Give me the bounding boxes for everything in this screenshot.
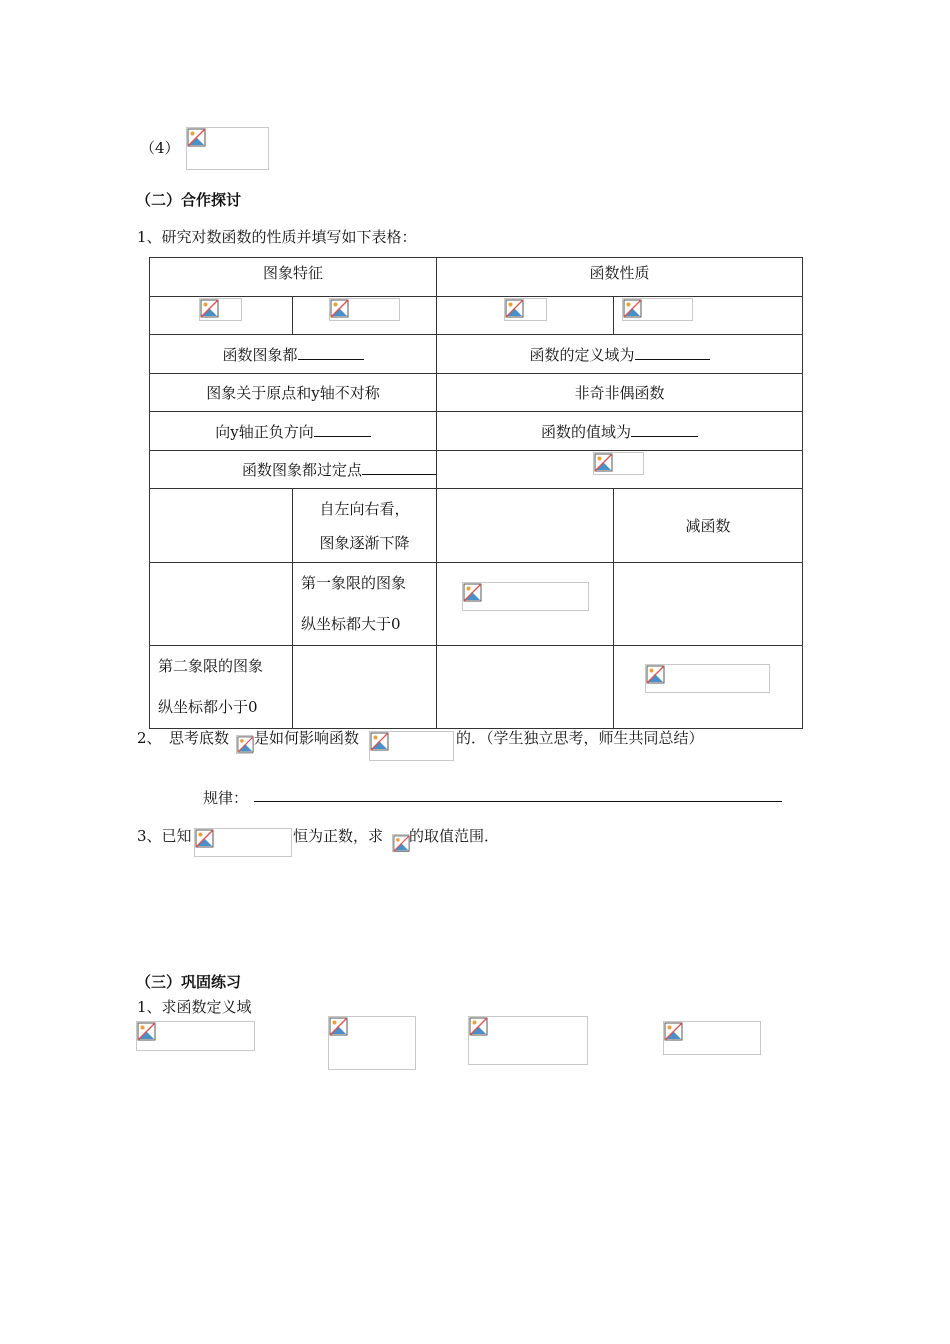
broken-image-icon [195, 829, 214, 848]
table-cell [150, 563, 293, 646]
question-3-mid: 恒为正数，求 [293, 827, 384, 845]
table-cell [150, 335, 437, 374]
broken-image-icon [187, 128, 206, 147]
row6-text-line1: 自左向右看， [319, 499, 410, 518]
header-function-properties: 函数性质 [437, 258, 803, 297]
row4-right-text: 函数的值域为 [541, 422, 632, 441]
table-cell [437, 412, 803, 451]
table-cell [614, 297, 803, 335]
table-cell [614, 563, 803, 646]
table-cell [150, 297, 293, 335]
table-cell [293, 297, 437, 335]
question-2-mid: 是如何影响函数 [254, 729, 360, 747]
graph-image [622, 298, 693, 321]
row6-text-line2: 图象逐渐下降 [319, 533, 410, 552]
row4-left-text: 向y轴正负方向 [215, 422, 314, 441]
broken-image-icon [463, 583, 482, 602]
fill-blank [635, 345, 710, 360]
table-cell [293, 489, 437, 563]
row7-text-line2: 纵坐标都大于0 [301, 615, 401, 633]
formula-image [462, 582, 589, 611]
graph-image [504, 298, 547, 321]
question-1: 1、研究对数函数的性质并填写如下表格： [137, 228, 417, 246]
broken-image-icon [646, 665, 665, 684]
section3-heading: （三）巩固练习 [136, 973, 242, 991]
table-cell [150, 451, 437, 489]
section2-heading: （二）合作探讨 [136, 191, 242, 209]
formula-image [328, 1016, 416, 1070]
table-cell [150, 489, 293, 563]
formula-image [186, 127, 269, 170]
table-cell [293, 563, 437, 646]
fill-blank [314, 422, 371, 437]
broken-image-icon [330, 299, 349, 318]
section3-question-1: 1、求函数定义域 [137, 998, 252, 1016]
formula-image [468, 1016, 588, 1065]
broken-image-icon [594, 453, 613, 472]
broken-image-icon [329, 1017, 348, 1036]
broken-image-icon [393, 835, 410, 852]
formula-image [236, 735, 253, 754]
table-cell [437, 297, 614, 335]
fill-blank [298, 345, 364, 360]
broken-image-icon [137, 1022, 156, 1041]
table-cell [150, 646, 293, 729]
row3-right-text: 非奇非偶函数 [437, 374, 803, 412]
table-cell [437, 451, 803, 489]
row7-text-line1: 第一象限的图象 [301, 574, 407, 592]
graph-image [199, 298, 242, 321]
row3-left-text: 图象关于原点和y轴不对称 [150, 374, 437, 412]
graph-image [329, 298, 400, 321]
table-cell [614, 646, 803, 729]
broken-image-icon [623, 299, 642, 318]
broken-image-icon [505, 299, 524, 318]
broken-image-icon [664, 1022, 683, 1041]
row8-text-line1: 第二象限的图象 [158, 657, 264, 675]
formula-image [369, 731, 454, 761]
formula-image [392, 834, 409, 852]
formula-image [645, 664, 770, 693]
formula-image [663, 1021, 761, 1055]
fill-blank [631, 422, 698, 437]
broken-image-icon [370, 732, 389, 751]
rule-answer-line [254, 801, 782, 802]
table-cell [437, 489, 614, 563]
formula-image [593, 452, 644, 475]
properties-table [149, 257, 803, 729]
question-3-prefix: 3、已知 [137, 827, 192, 845]
row8-text-line2: 纵坐标都小于0 [158, 698, 258, 716]
formula-image [194, 828, 292, 857]
table-cell [150, 412, 437, 451]
formula-image [136, 1021, 255, 1051]
question-2-suffix: 的．（学生独立思考，师生共同总结） [456, 729, 704, 747]
rule-label: 规律： [203, 789, 249, 807]
table-cell [293, 646, 437, 729]
row5-left-text: 函数图象都过定点 [242, 461, 363, 479]
row2-right-text: 函数的定义域为 [529, 345, 635, 364]
table-cell [437, 335, 803, 374]
broken-image-icon [200, 299, 219, 318]
item4-label: （4） [140, 139, 180, 157]
header-image-features: 图象特征 [150, 258, 437, 297]
table-cell [437, 646, 614, 729]
row6-decreasing-text: 减函数 [614, 489, 803, 563]
broken-image-icon [237, 736, 254, 753]
table-cell [437, 563, 614, 646]
broken-image-icon [469, 1017, 488, 1036]
question-3-suffix: 的取值范围． [409, 827, 500, 845]
fill-blank [362, 460, 436, 475]
question-2-prefix: 2、 思考底数 [137, 729, 230, 747]
row2-left-text: 函数图象都 [222, 345, 298, 364]
